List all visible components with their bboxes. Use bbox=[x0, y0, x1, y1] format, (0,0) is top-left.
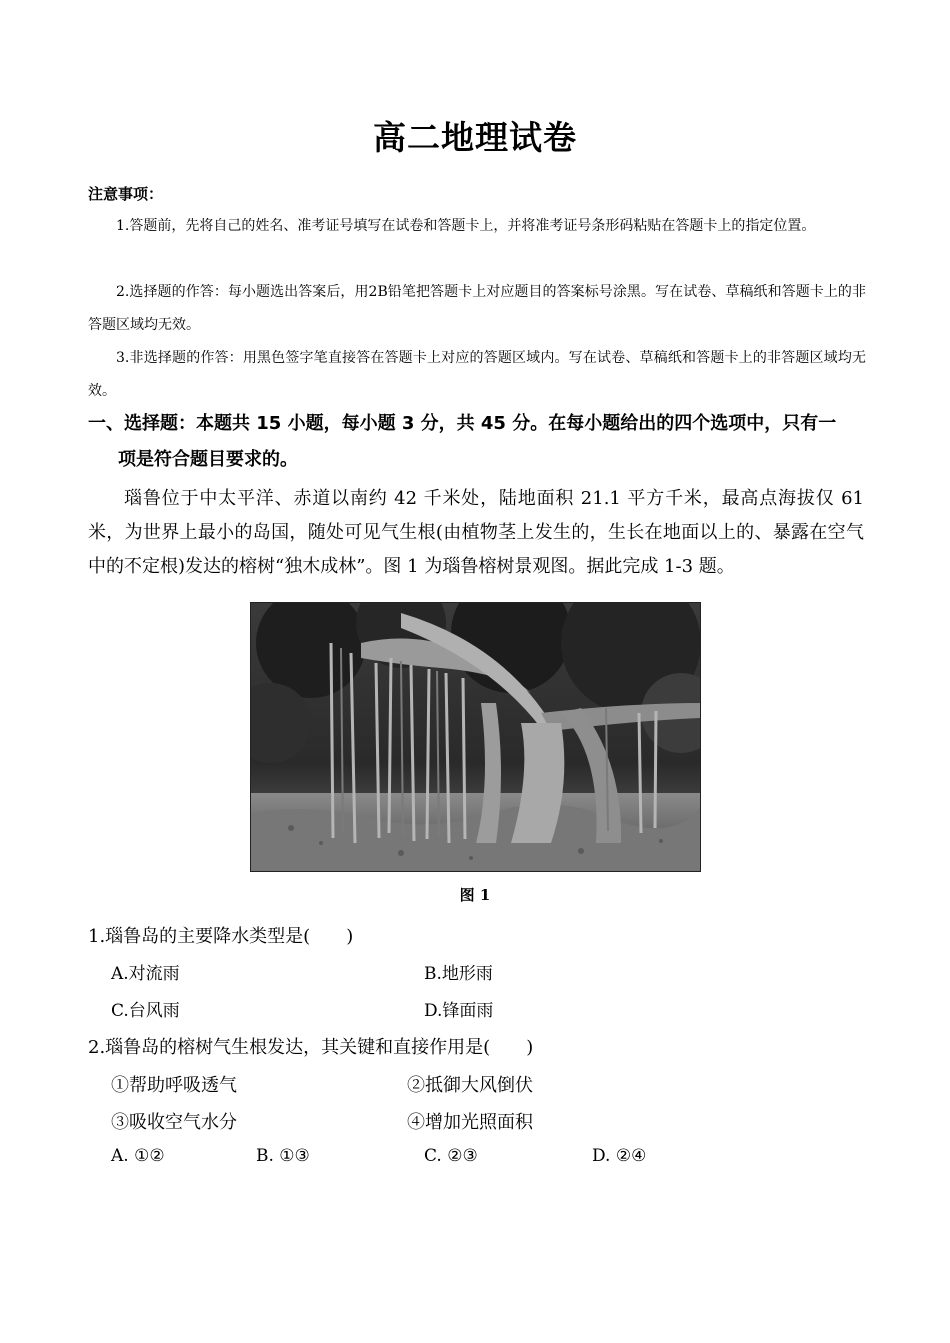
figure-caption: 图 1 bbox=[459, 886, 491, 904]
notice-item-3: 3.非选择题的作答：用黑色签字笔直接答在答题卡上对应的答题区域内。写在试卷、草稿纸和答题卡上的非答题区域均无效。 bbox=[88, 350, 866, 399]
q1-option-c: C.台风雨 bbox=[111, 1001, 180, 1021]
q2-item-2: ②抵御大风倒伏 bbox=[407, 1075, 533, 1096]
section-heading bbox=[88, 406, 866, 478]
banyan-tree-photo bbox=[250, 602, 701, 872]
q2-option-a: A. ①② bbox=[111, 1146, 165, 1166]
q2-option-c: C. ②③ bbox=[424, 1146, 478, 1166]
q2-item-3: ③吸收空气水分 bbox=[111, 1112, 237, 1133]
section-heading-line2: 项是符合题目要求的。 bbox=[118, 449, 298, 470]
section-heading-line1: 一、选择题：本题共 15 小题，每小题 3 分，共 45 分。在每小题给出的四个选项中，只有一 bbox=[88, 413, 837, 434]
q1-option-d: D.锋面雨 bbox=[424, 1001, 494, 1021]
q2-item-4: ④增加光照面积 bbox=[407, 1112, 533, 1133]
question-1-stem: 1.瑙鲁岛的主要降水类型是( ) bbox=[88, 926, 354, 947]
passage: 瑙鲁位于中太平洋、赤道以南约 42 千米处，陆地面积 21.1 平方千米，最高点海拔仅 61 米，为世界上最小的岛国，随处可见气生根(由植物茎上发生的，生长在地面以上的、暴露在空气中的不定根)发达的榕树“独木成林”。图 1 为瑙鲁榕树景观图。据此完成 1-3 题。 bbox=[88, 488, 864, 577]
question-2-stem: 2.瑙鲁岛的榕树气生根发达，其关键和直接作用是( ) bbox=[88, 1037, 534, 1058]
q1-option-a: A.对流雨 bbox=[111, 964, 180, 984]
notice-item-2: 2.选择题的作答：每小题选出答案后，用2B铅笔把答题卡上对应题目的答案标号涂黑。写在试卷、草稿纸和答题卡上的非答题区域均无效。 bbox=[88, 284, 866, 333]
q2-option-d: D. ②④ bbox=[592, 1146, 647, 1166]
q2-item-1: ①帮助呼吸透气 bbox=[111, 1075, 237, 1096]
banyan-tree-image bbox=[251, 603, 700, 871]
q2-option-b: B. ①③ bbox=[256, 1146, 310, 1166]
page-title: 高二地理试卷 bbox=[373, 118, 577, 157]
notice-heading: 注意事项： bbox=[88, 185, 164, 203]
notice-item-1: 1.答题前，先将自己的姓名、准考证号填写在试卷和答题卡上，并将准考证号条形码粘贴在答题卡上的指定位置。 bbox=[116, 218, 816, 234]
q1-option-b: B.地形雨 bbox=[424, 964, 493, 984]
